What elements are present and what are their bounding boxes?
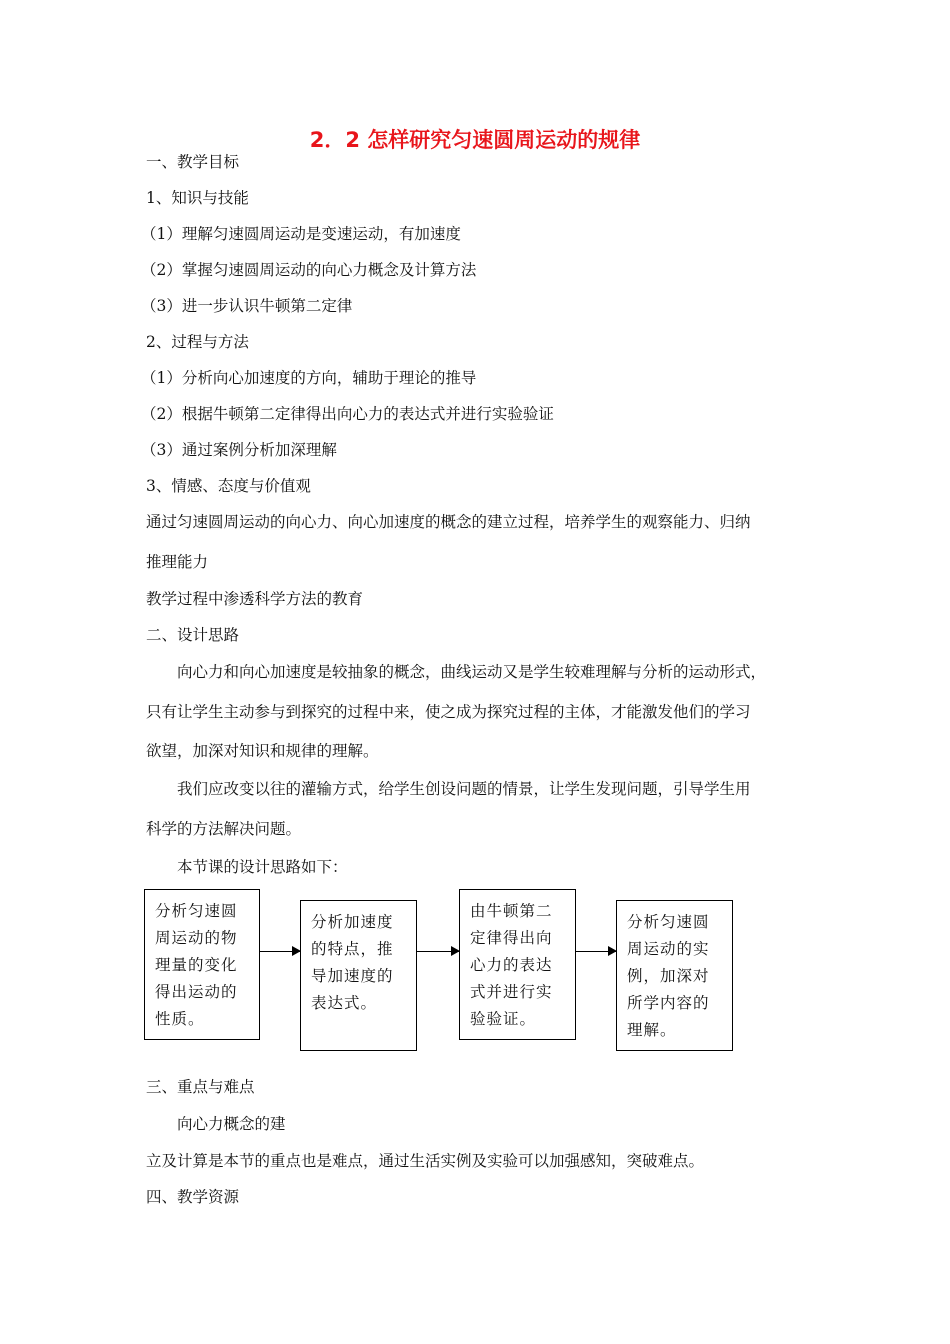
- flow-box-line: 心力的表达: [470, 956, 553, 974]
- list-item: （1）理解匀速圆周运动是变速运动，有加速度: [141, 225, 461, 243]
- flow-box-line: 理解。: [627, 1021, 677, 1039]
- paragraph-line: 我们应改变以往的灌输方式，给学生创设问题的情景，让学生发现问题，引导学生用: [177, 780, 751, 798]
- flow-arrow: [417, 951, 459, 952]
- paragraph-line: 通过匀速圆周运动的向心力、向心加速度的概念的建立过程，培养学生的观察能力、归纳: [146, 513, 751, 531]
- flow-box-line: 性质。: [155, 1010, 205, 1028]
- paragraph-line: 科学的方法解决问题。: [146, 820, 302, 838]
- paragraph-line: 向心力概念的建: [177, 1115, 286, 1133]
- subsection-heading-values: 3、情感、态度与价值观: [146, 477, 311, 495]
- flow-box-4: [616, 900, 733, 1051]
- paragraph-line: 本节课的设计思路如下：: [177, 858, 348, 876]
- paragraph-line: 推理能力: [146, 553, 209, 571]
- flow-box-line: 分析加速度: [311, 913, 394, 931]
- flow-arrow: [576, 951, 616, 952]
- list-item: （3）通过案例分析加深理解: [141, 441, 337, 459]
- page-title: 2．2 怎样研究匀速圆周运动的规律: [309, 128, 641, 152]
- flow-box-line: 周运动的实: [627, 940, 710, 958]
- paragraph-line: 向心力和向心加速度是较抽象的概念，曲线运动又是学生较难理解与分析的运动形式，: [177, 663, 767, 681]
- section-heading-goals: 一、教学目标: [146, 153, 240, 171]
- section-heading-key-points: 三、重点与难点: [146, 1078, 255, 1096]
- subsection-heading-process: 2、过程与方法: [146, 333, 249, 351]
- flow-box-line: 分析匀速圆: [155, 902, 238, 920]
- flow-box-line: 验验证。: [470, 1010, 537, 1028]
- flow-box-line: 所学内容的: [627, 994, 710, 1012]
- list-item: （2）根据牛顿第二定律得出向心力的表达式并进行实验验证: [141, 405, 554, 423]
- list-item: （2）掌握匀速圆周运动的向心力概念及计算方法: [141, 261, 477, 279]
- paragraph-line: 立及计算是本节的重点也是难点，通过生活实例及实验可以加强感知，突破难点。: [146, 1152, 705, 1170]
- flow-box-line: 例，加深对: [627, 967, 710, 985]
- subsection-heading-knowledge: 1、知识与技能: [146, 189, 249, 207]
- flow-box-line: 得出运动的: [155, 983, 238, 1001]
- flow-box-line: 周运动的物: [155, 929, 238, 947]
- paragraph-line: 只有让学生主动参与到探究的过程中来，使之成为探究过程的主体，才能激发他们的学习: [146, 703, 751, 721]
- section-heading-resources: 四、教学资源: [146, 1188, 240, 1206]
- flow-box-line: 分析匀速圆: [627, 913, 710, 931]
- flow-box-2: [300, 900, 417, 1051]
- flow-box-line: 理量的变化: [155, 956, 238, 974]
- list-item: （1）分析向心加速度的方向，辅助于理论的推导: [141, 369, 477, 387]
- flow-box-line: 的特点，推: [311, 940, 394, 958]
- flow-arrow: [260, 951, 300, 952]
- flow-box-line: 定律得出向: [470, 929, 553, 947]
- section-heading-design: 二、设计思路: [146, 626, 240, 644]
- flow-box-line: 式并进行实: [470, 983, 553, 1001]
- paragraph-line: 教学过程中渗透科学方法的教育: [146, 590, 364, 608]
- flow-box-1: [144, 889, 260, 1040]
- flow-box-line: 表达式。: [311, 994, 378, 1012]
- flow-box-line: 导加速度的: [311, 967, 394, 985]
- paragraph-line: 欲望，加深对知识和规律的理解。: [146, 742, 379, 760]
- list-item: （3）进一步认识牛顿第二定律: [141, 297, 353, 315]
- flow-box-3: [459, 889, 576, 1040]
- flow-box-line: 由牛顿第二: [470, 902, 553, 920]
